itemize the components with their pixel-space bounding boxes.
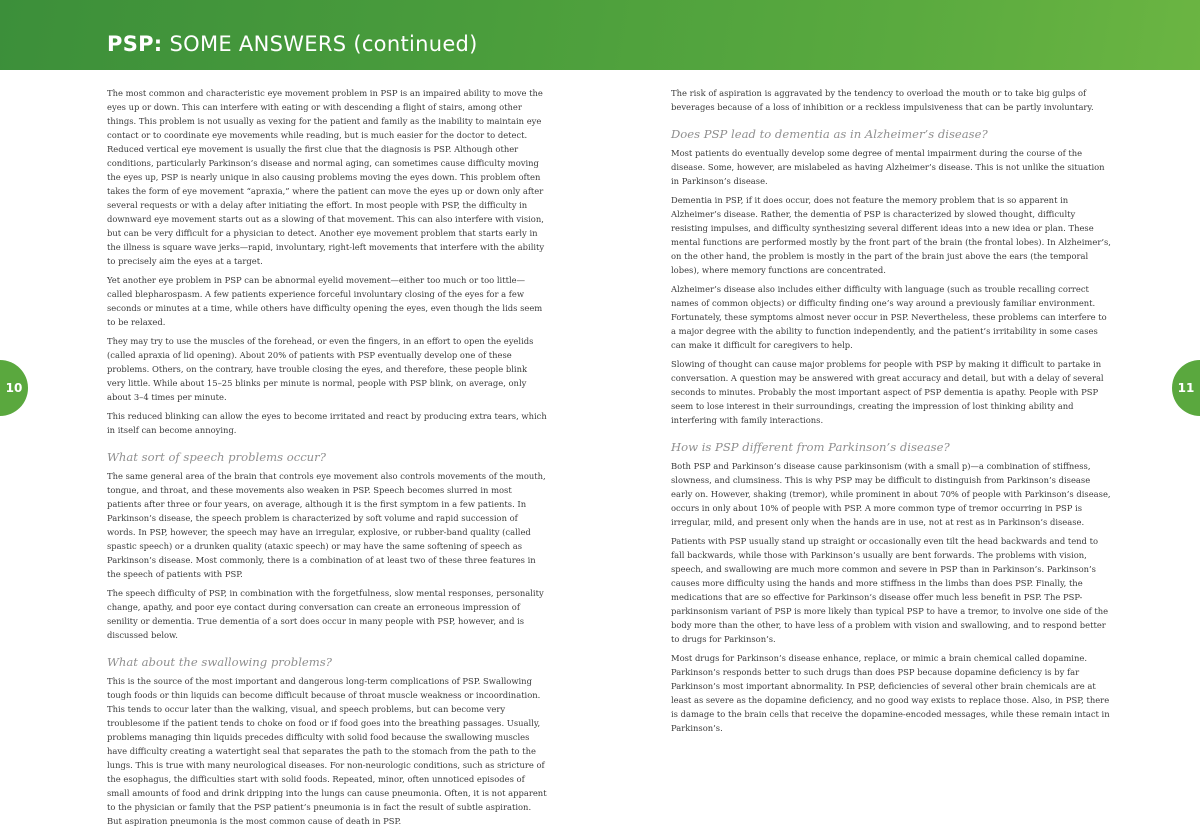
paragraph-slowing-of-thought: Slowing of thought can cause major problems for people with PSP by making it difficult to partake in conversation. A question may be answered with great accuracy and detail, but with a delay of several seconds to minutes. Probably the most important aspect of PSP dementia is apathy. People with PSP seem to lose interest in their surroundings, creating the impression of lost thinking ability and interfering with family interactions. bbox=[671, 359, 1104, 425]
page-number-right: 11 bbox=[1177, 381, 1195, 395]
page-number-tab-right bbox=[1172, 360, 1200, 416]
page-number-left: 10 bbox=[5, 381, 23, 395]
paragraph-alzheimers-language: Alzheimer’s disease also includes either difficulty with language (such as trouble recalling correct names of common objects) or difficulty finding one’s way around a previously familiar environment. Fortunately, these symptoms almost never occur in PSP. Nevertheless, these problems can interfere to a major degree with the ability to function independently, and the patient’s irritability in some cases can make it difficult for caregivers to help. bbox=[671, 284, 1107, 350]
title-prefix: PSP: bbox=[107, 32, 163, 56]
paragraph-mental-impairment: Most patients do eventually develop some degree of mental impairment during the course of the disease. Some, however, are mislabeled as having Alzheimer’s disease. This is not unlike the situation in Parkinson’s disease. bbox=[671, 148, 1105, 186]
paragraph-reduced-blinking: This reduced blinking can allow the eyes to become irritated and react by producing extra tears, which in itself can become annoying. bbox=[107, 411, 547, 435]
paragraph-blepharospasm: Yet another eye problem in PSP can be abnormal eyelid movement—either too much or too little—called blepharospasm. A few patients experience forceful involuntary closing of the eyes for a few seconds or minutes at a time, while others have difficulty opening the eyes, even though the lids seem to be relaxed. bbox=[107, 275, 543, 327]
page-number-tab-left bbox=[0, 360, 28, 416]
paragraph-parkinsonism: Both PSP and Parkinson’s disease cause parkinsonism (with a small p)—a combination of stiffness, slowness, and clumsiness. This is why PSP may be difficult to distinguish from Parkinson’s disease early on. However, shaking (tremor), while prominent in about 70% of people with Parkinson’s disease, occurs in only about 10% of people with PSP. A more common type of tremor occurring in PSP is irregular, mild, and present only when the hands are in use, not at rest as in Parkinson’s disease. bbox=[671, 461, 1111, 527]
paragraph-speech: The same general area of the brain that controls eye movement also controls movements of the mouth, tongue, and throat, and these movements also weaken in PSP. Speech becomes slurred in most patients after three or four years, on average, although it is the first symptom in a few patients. In Parkinson’s disease, the speech problem is characterized by soft volume and rapid succession of words. In PSP, however, the speech may have an irregular, explosive, or rubber-band quality (called spastic speech) or a drunken quality (ataxic speech) or may have the same softening of speech as Parkinson’s disease. Most commonly, there is a combination of at least two of these three features in the speech of patients with PSP. bbox=[107, 471, 546, 579]
page-title bbox=[107, 32, 478, 56]
paragraph-posture: Patients with PSP usually stand up straight or occasionally even tilt the head backwards and tend to fall backwards, while those with Parkinson’s usually are bent forwards. The problems with vision, speech, and swallowing are much more common and severe in PSP than in Parkinson’s. Parkinson’s causes more difficulty using the hands and more stiffness in the limbs than does PSP. Finally, the medications that are so effective for Parkinson’s disease offer much less benefit in PSP. The PSP-parkinsonism variant of PSP is more likely than typical PSP to have a tremor, to involve one side of the body more than the other, to have less of a problem with vision and swallowing, and to respond better to drugs for Parkinson’s. bbox=[671, 536, 1109, 644]
heading-parkinsons-difference: How is PSP different from Parkinson’s disease? bbox=[671, 440, 950, 454]
heading-dementia: Does PSP lead to dementia as in Alzheimer’s disease? bbox=[671, 127, 988, 141]
paragraph-eye-movement: The most common and characteristic eye movement problem in PSP is an impaired ability to move the eyes up or down. This can interfere with eating or with descending a flight of stairs, among other things. This problem is not usually as vexing for the patient and family as the inability to maintain eye contact or to coordinate eye movements while reading, but is much easier for the doctor to detect. Reduced vertical eye movement is usually the first clue that the diagnosis is PSP. Although other conditions, particularly Parkinson’s disease and normal aging, can sometimes cause difficulty moving the eyes up, PSP is nearly unique in also causing problems moving the eyes down. This problem often takes the form of eye movement “apraxia,” where the patient can move the eyes up or down only after several requests or with a delay after initiating the effort. In most people with PSP, the difficulty in downward eye movement starts out as a slowing of that movement. This can also interfere with vision, but can be very difficult for a physician to detect. Another eye movement problem that starts early in the illness is square wave jerks—rapid, involuntary, right-left movements that interfere with the ability to precisely aim the eyes at a target. bbox=[107, 88, 545, 266]
paragraph-dopamine: Most drugs for Parkinson’s disease enhance, replace, or mimic a brain chemical called dopamine. Parkinson’s responds better to such drugs than does PSP because dopamine deficiency is by far Parkinson’s most important abnormality. In PSP, deficiencies of several other brain chemicals are at least as severe as the dopamine deficiency, and no good way exists to replace those. Also, in PSP, there is damage to the brain cells that receive the dopamine-encoded messages, while these remain intact in Parkinson’s. bbox=[671, 653, 1110, 733]
left-column bbox=[107, 86, 548, 833]
paragraph-speech-difficulty: The speech difficulty of PSP, in combination with the forgetfulness, slow mental responses, personality change, apathy, and poor eye contact during conversation can create an erroneous impression of senility or dementia. True dementia of a sort does occur in many people with PSP, however, and is discussed below. bbox=[107, 588, 544, 640]
paragraph-dementia-features: Dementia in PSP, if it does occur, does not feature the memory problem that is so apparent in Alzheimer’s disease. Rather, the dementia of PSP is characterized by slowed thought, difficulty resisting impulses, and difficulty synthesizing several different ideas into a new idea or plan. These mental functions are performed mostly by the front part of the brain (the frontal lobes). In Alzheimer’s, on the other hand, the problem is mostly in the part of the brain just above the ears (the temporal lobes), where memory functions are concentrated. bbox=[671, 195, 1111, 275]
heading-swallowing-problems: What about the swallowing problems? bbox=[107, 655, 332, 669]
heading-speech-problems: What sort of speech problems occur? bbox=[107, 450, 326, 464]
paragraph-aspiration: The risk of aspiration is aggravated by the tendency to overload the mouth or to take big gulps of beverages because of a loss of inhibition or a reckless impulsiveness that can be partly involuntary. bbox=[671, 88, 1094, 112]
title-text: SOME ANSWERS (continued) bbox=[162, 32, 478, 56]
right-column bbox=[671, 86, 1113, 740]
paragraph-swallowing: This is the source of the most important and dangerous long-term complications of PSP. Swallowing tough foods or thin liquids can become difficult because of throat muscle weakness or incoordination. This tends to occur later than the walking, visual, and speech problems, but can become very troublesome if the patient tends to choke on food or if food goes into the breathing passages. Usually, problems managing thin liquids precedes difficulty with solid food because the swallowing muscles have difficulty creating a watertight seal that separates the path to the stomach from the path to the lungs. This is true with many neurological diseases. For non-neurologic conditions, such as stricture of the esophagus, the difficulties start with solid foods. Repeated, minor, often unnoticed episodes of small amounts of food and drink dripping into the lungs can cause pneumonia. Often, it is not apparent to the physician or family that the PSP patient’s pneumonia is in fact the result of subtle aspiration. But aspiration pneumonia is the most common cause of death in PSP. bbox=[107, 676, 547, 826]
header-banner bbox=[0, 0, 1200, 70]
paragraph-lid-opening: They may try to use the muscles of the forehead, or even the fingers, in an effort to open the eyelids (called apraxia of lid opening). About 20% of patients with PSP eventually develop one of these problems. Others, on the contrary, have trouble closing the eyes, and therefore, these people blink very little. While about 15–25 blinks per minute is normal, people with PSP blink, on average, only about 3–4 times per minute. bbox=[107, 336, 534, 402]
